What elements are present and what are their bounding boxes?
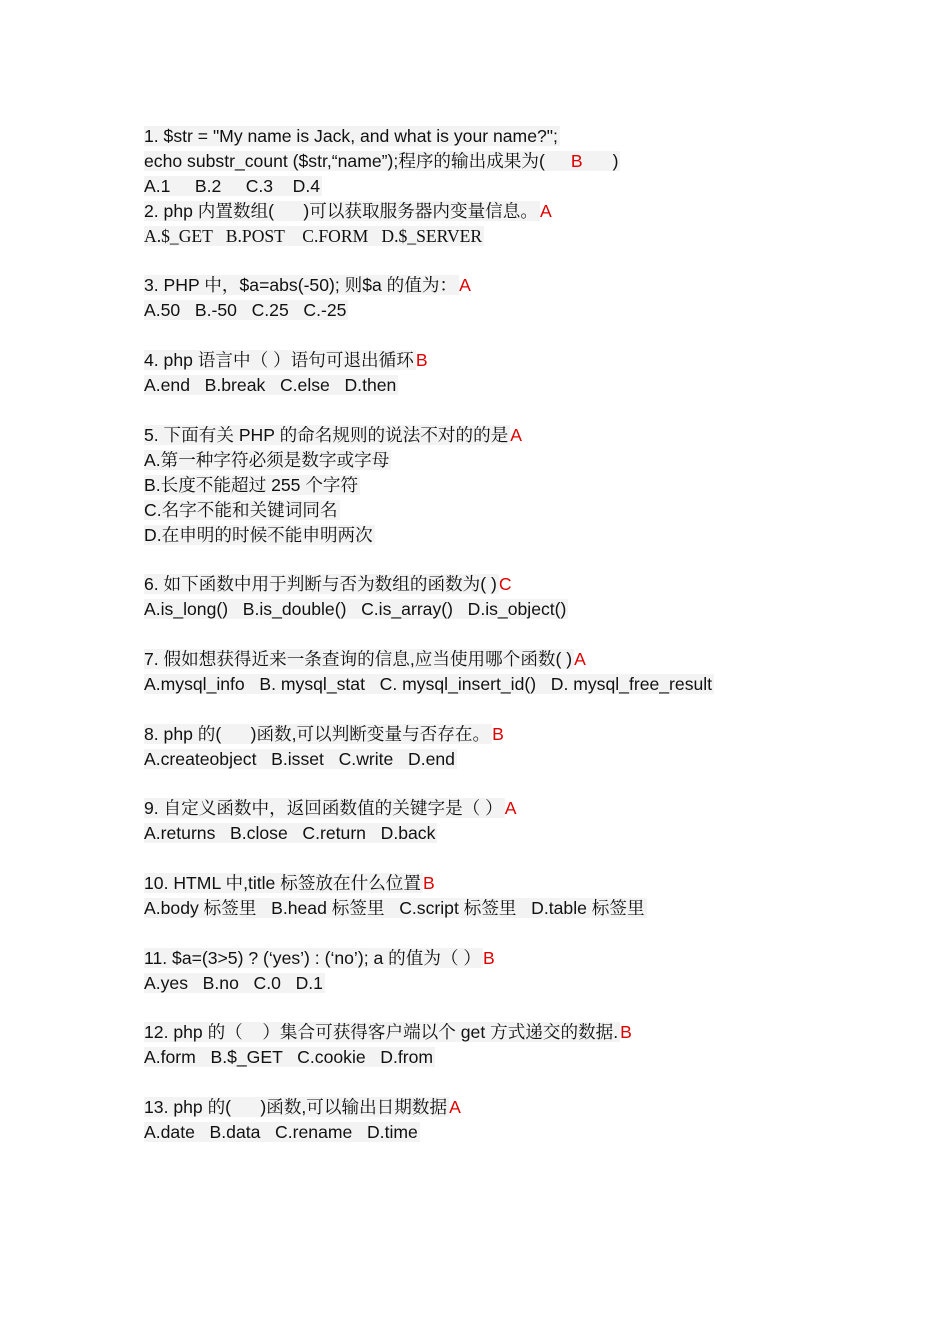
answer-mark: C xyxy=(498,574,512,595)
options-line xyxy=(144,672,844,697)
options-line xyxy=(144,174,844,199)
answer-mark: B xyxy=(415,350,428,371)
options-line xyxy=(144,373,844,398)
options-line xyxy=(144,1045,844,1070)
answer-mark: A xyxy=(574,648,586,669)
question-text: 11. $a=(3>5) ? (‘yes’) : (‘no’); a 的值为（ ） xyxy=(144,947,481,968)
options-line xyxy=(144,298,844,323)
question-line xyxy=(144,124,844,149)
question-1 xyxy=(144,124,844,199)
question-text: 8. php 的( )函数,可以判断变量与否存在。 xyxy=(144,723,491,744)
question-line xyxy=(144,722,844,747)
options-line xyxy=(144,896,844,921)
question-text: 1. $str = "My name is Jack, and what is your name?"; xyxy=(144,126,558,146)
question-3 xyxy=(144,273,844,348)
option-text: D.在申明的时候不能申明两次 xyxy=(144,524,373,545)
question-text: 5. 下面有关 PHP 的命名规则的说法不对的的是 xyxy=(144,424,509,445)
options-text: A.is_long() B.is_double() C.is_array() D.is_object() xyxy=(144,599,567,620)
question-line xyxy=(144,796,844,821)
question-line xyxy=(144,273,844,298)
question-text: 10. HTML 中,title 标签放在什么位置 xyxy=(144,872,421,893)
option-text: C.名字不能和关键词同名 xyxy=(144,499,338,520)
question-text: 6. 如下函数中用于判断与否为数组的函数为( ) xyxy=(144,574,497,595)
question-line xyxy=(144,348,844,373)
answer-mark: A xyxy=(504,798,517,819)
question-9 xyxy=(144,796,844,871)
question-4 xyxy=(144,348,844,423)
answer-mark: B xyxy=(492,723,504,744)
answer-mark: A xyxy=(539,200,552,221)
answer-mark: B xyxy=(422,872,435,893)
answer-mark: B xyxy=(620,1022,632,1043)
options-text: A.$_GET B.POST C.FORM D.$_SERVER xyxy=(144,225,483,246)
options-text: A.date B.data C.rename D.time xyxy=(144,1121,418,1142)
question-12 xyxy=(144,1020,844,1095)
options-text: A.50 B.-50 C.25 C.-25 xyxy=(144,300,347,321)
question-stem: 2. php 内置数组( )可以获取服务器内变量信息。 xyxy=(144,200,538,221)
answer-mark: A xyxy=(449,1096,461,1117)
answer-mark: B xyxy=(570,151,583,171)
answer-mark: A xyxy=(510,424,523,445)
question-line xyxy=(144,871,844,896)
option-a xyxy=(144,448,844,473)
question-text: 7. 假如想获得近来一条查询的信息,应当使用哪个函数( ) xyxy=(144,648,573,669)
option-text: A.第一种字符必须是数字或字母 xyxy=(144,449,390,470)
question-text: 4. php 语言中（ ）语句可退出循环 xyxy=(144,350,414,371)
options-line xyxy=(144,597,844,622)
question-6 xyxy=(144,572,844,647)
question-text: 12. php 的（ ）集合可获得客户端以个 get 方式递交的数据. xyxy=(144,1022,619,1043)
options-text: A.end B.break C.else D.then xyxy=(144,375,397,396)
question-8 xyxy=(144,722,844,797)
options-text: A.1 B.2 C.3 D.4 xyxy=(144,176,321,196)
options-text: A.returns B.close C.return D.back xyxy=(144,823,436,844)
options-text: A.mysql_info B. mysql_stat C. mysql_insert_id() D. mysql_free_result xyxy=(144,673,713,694)
question-11 xyxy=(144,946,844,1021)
question-line xyxy=(144,647,844,672)
options-line xyxy=(144,1120,844,1145)
question-2 xyxy=(144,199,844,274)
options-text: A.createobject B.isset C.write D.end xyxy=(144,748,455,769)
question-line xyxy=(144,946,844,971)
option-b xyxy=(144,473,844,498)
question-line xyxy=(144,149,844,174)
option-text: B.长度不能超过 255 个字符 xyxy=(144,474,359,495)
options-line xyxy=(144,224,844,249)
question-5 xyxy=(144,423,844,572)
question-line xyxy=(144,199,844,224)
question-line xyxy=(144,423,844,448)
question-10 xyxy=(144,871,844,946)
options-line xyxy=(144,971,844,996)
options-line xyxy=(144,821,844,846)
answer-mark: B xyxy=(483,947,495,968)
options-text: A.form B.$_GET C.cookie D.from xyxy=(144,1047,434,1068)
options-text: A.yes B.no C.0 D.1 xyxy=(144,972,323,993)
answer-mark: A xyxy=(459,275,471,296)
closing-paren: ) xyxy=(612,151,619,171)
question-list xyxy=(144,124,844,1170)
option-d xyxy=(144,523,844,548)
question-13 xyxy=(144,1095,844,1170)
question-text: 3. PHP 中，$a=abs(-50); 则$a 的值为： xyxy=(144,275,458,296)
option-c xyxy=(144,498,844,523)
question-line xyxy=(144,1020,844,1045)
question-text xyxy=(144,201,540,221)
question-text: 9. 自定义函数中，返回函数值的关键字是（ ） xyxy=(144,798,503,819)
question-line xyxy=(144,572,844,597)
options-text: A.body 标签里 B.head 标签里 C.script 标签里 D.table 标签里 xyxy=(144,897,645,918)
options-line xyxy=(144,747,844,772)
question-text: 13. php 的( )函数,可以输出日期数据 xyxy=(144,1096,448,1117)
question-7 xyxy=(144,647,844,722)
question-text xyxy=(144,151,620,171)
question-stem: echo substr_count ($str,“name”);程序的输出成果为( xyxy=(144,151,545,171)
question-line xyxy=(144,1095,844,1120)
